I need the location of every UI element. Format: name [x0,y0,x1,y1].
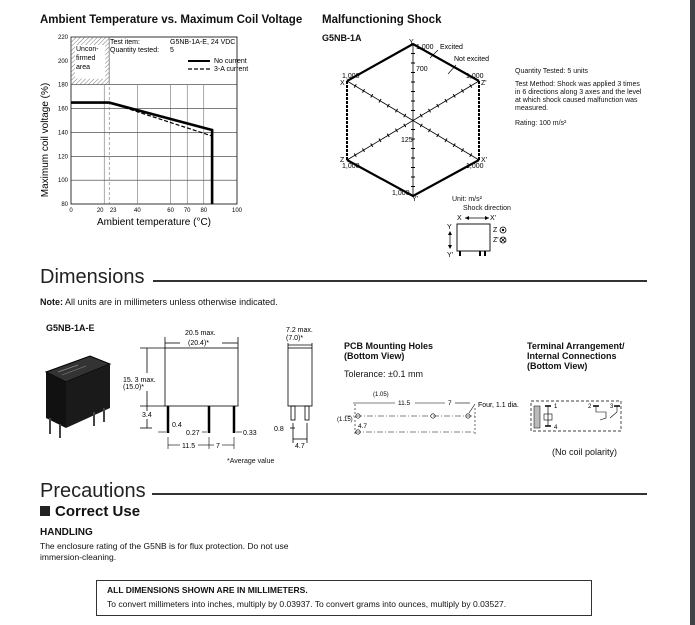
dir-y: Y [447,224,452,231]
unconfirmed-label-3: area [76,64,91,71]
dir-z2: Z' [493,237,499,244]
x-arrow-head-left [465,216,469,220]
average-note: *Average value [227,458,275,465]
test-item-value: G5NB-1A-E, 24 VDC [170,39,236,46]
terminal-title-2: Internal Connections [527,351,617,361]
x-tick-label: 20 [96,208,104,214]
qty-value: 5 [170,47,174,54]
handling-text [40,541,289,563]
x-arrow-head-right [485,216,489,220]
value-inner-bottom: 125 [401,137,413,144]
pcb-holes-drawing [335,388,525,443]
value-top-left: 1,000 [342,73,360,80]
y-tick-label: 100 [57,178,68,185]
precautions-title: Precautions [40,480,146,502]
terminal-title-1: Terminal Arrangement/ [527,341,625,351]
x-axis-label: Ambient temperature (°C) [96,217,212,228]
pcb-title-1: PCB Mounting Holes [344,341,433,351]
value-top: 1,000 [416,44,434,51]
dim-pin-length: 3.4 [142,412,152,419]
pcb-dim-1-05: (1.05) [373,392,389,398]
shock-model: G5NB-1A [322,33,362,43]
x-tick-label: 100 [231,208,243,214]
note-text: All units are in millimeters unless otherwise indicated. [63,297,278,307]
value-bottom-right: 1,000 [466,163,484,170]
dim-height-avg: (15.0)* [123,384,145,391]
contact-switch [596,406,606,420]
dim-0-8: 0.8 [274,426,284,433]
pin-2: 2 [588,404,592,410]
dir-y2: Y' [447,252,454,259]
unconfirmed-label-2: firmed [76,55,96,62]
units-note-text: To convert millimeters into inches, multiply by 0.03937. To convert grams into ounces, multiply by 0.03527. [107,599,507,609]
shock-hexagon-diagram [330,38,520,208]
dimensions-title: Dimensions [40,266,145,288]
pin-4: 4 [554,425,558,431]
y-tick-label: 160 [57,106,68,113]
shock-direction-label: Shock direction [463,205,511,212]
shock-heading: Malfunctioning Shock [322,14,442,26]
legend-no-current: No current [214,58,247,65]
note-label: Note: [40,297,63,307]
relay-outline [457,224,490,251]
temp-chart-heading: Ambient Temperature vs. Maximum Coil Voltage [40,14,303,26]
axis-label-x: X [340,80,345,87]
dim-depth-avg: (7.0)* [286,335,304,342]
dim-0-33: 0.33 [243,430,257,437]
dim-0-27: 0.27 [186,430,200,437]
y-tick-label: 200 [57,58,68,65]
terminal-arrangement-diagram [528,398,628,438]
axis-label-y2: Y' [412,196,419,203]
dim-width-avg: (20.4)* [188,340,210,347]
pcb-dim-11-5: 11.5 [398,400,411,407]
units-note-box [96,580,592,616]
x-tick-label: 23 [109,208,117,214]
pcb-tolerance: Tolerance: ±0.1 mm [344,369,423,379]
shock-unit: Unit: m/s² [452,196,482,203]
shock-quantity: Quantity Tested: 5 units [515,68,589,75]
dimensions-note [40,297,278,307]
handling-text-line-1: The enclosure rating of the G5NB is for flux protection. Do not use [40,541,289,551]
units-note-heading: ALL DIMENSIONS SHOWN ARE IN MILLIMETERS. [107,585,308,595]
axis-label-y: Y [409,39,414,46]
no-coil-polarity: (No coil polarity) [552,447,618,457]
axis-label-z: Z [340,157,345,164]
value-inner-top: 700 [416,66,428,73]
y-tick-label: 180 [57,82,68,89]
handling-text-line-2: immersion-cleaning. [40,552,117,562]
series-line-3a-current [71,103,212,204]
unconfirmed-label-1: Uncon- [76,46,99,53]
y-arrow-head-up [448,231,452,235]
x-tick-label: 0 [69,208,73,214]
legend-not-excited: Not excited [454,56,490,63]
dim-width: 20.5 max. [185,330,216,337]
scrollbar[interactable] [690,0,695,625]
value-bottom: 1,000 [392,190,410,197]
y-tick-label: 140 [57,130,68,137]
legend-excited: Excited [440,44,463,51]
dir-x2: X' [490,215,497,222]
relay-photo [38,350,118,440]
terminal-title [527,341,625,371]
chart-series [71,103,212,204]
square-bullet-icon [40,506,50,516]
precautions-rule [152,493,647,495]
pin-3: 3 [610,404,614,410]
y-tick-label: 220 [57,35,68,41]
dir-x: X [457,215,462,222]
shock-direction-diagram [445,212,510,267]
y-axis-label: Maximum coil voltage (%) [40,82,51,198]
dim-7: 7 [216,443,220,450]
value-top-right: 1,000 [466,73,484,80]
relay-front-body [165,348,238,406]
terminal-title-3: (Bottom View) [527,361,588,371]
correct-use-heading [40,503,140,520]
dim-depth: 7.2 max. [286,327,313,334]
axis-label-x2: X' [481,157,488,164]
series-line-no-current [71,103,212,204]
relay-side-body [288,348,312,406]
legend-3a-current: 3-A current [214,66,249,73]
pcb-title [344,341,433,361]
shock-method: Test Method: Shock was applied 3 times in 6 directions along 3 axes and the level at which shock caused malfunction was measured. [515,81,642,112]
qty-label: Quantity tested: [110,47,160,54]
value-bottom-left: 1,000 [342,163,360,170]
x-tick-label: 60 [167,208,174,214]
dim-height: 15. 3 max. [123,377,156,384]
pcb-holes-note: Four, 1.1 dia. [478,402,519,409]
y-tick-label: 80 [61,202,68,208]
correct-use-label: Correct Use [55,503,141,520]
axis-label-z2: Z' [481,80,487,87]
x-tick-label: 40 [134,208,141,214]
dimensions-rule [153,280,647,282]
front-side-view-drawing [110,325,335,450]
y-tick-label: 120 [57,154,68,161]
test-item-label: Test item: [110,39,140,46]
y-arrow-head-down [448,245,452,249]
dir-z: Z [493,227,498,234]
pcb-dim-7: 7 [448,400,452,407]
pcb-dim-4-7: 4.7 [358,423,368,430]
pcb-title-2: (Bottom View) [344,351,405,361]
temp-chart [28,30,258,230]
dim-0-4: 0.4 [172,422,182,429]
dim-4-7: 4.7 [295,443,305,450]
handling-heading: HANDLING [40,527,93,538]
coil-marker [534,406,540,428]
shock-rating: Rating: 100 m/s² [515,120,567,127]
x-tick-label: 70 [183,208,191,214]
x-tick-label: 80 [200,208,208,214]
dimensions-model: G5NB-1A-E [46,323,95,333]
pin-1: 1 [554,404,558,410]
pcb-dim-1-15: (1.15) [337,417,353,423]
dim-11-5: 11.5 [182,443,196,450]
